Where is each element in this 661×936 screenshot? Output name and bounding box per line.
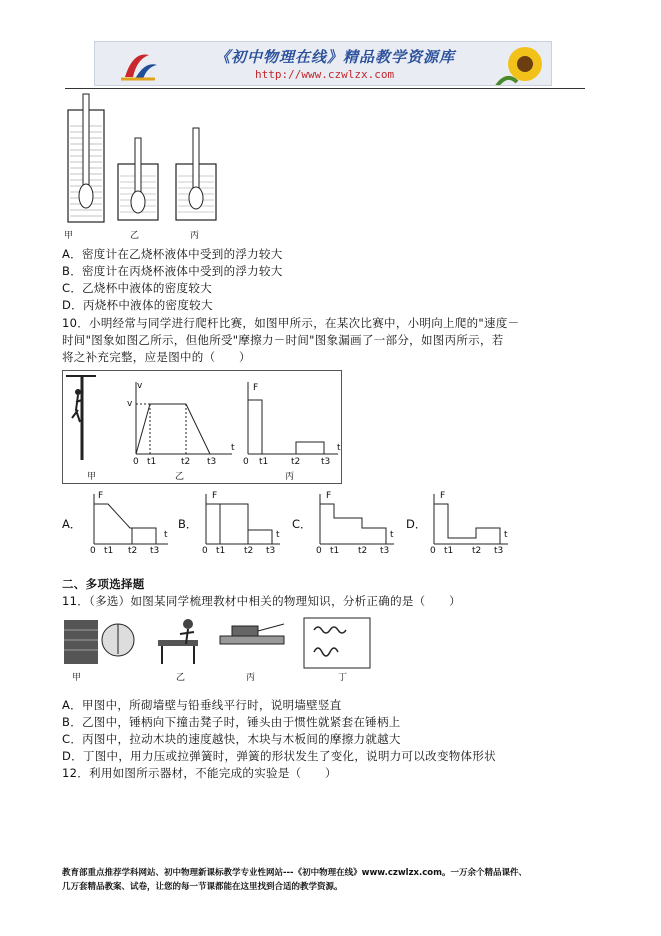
opt-d-t3: t3 [494, 546, 504, 556]
q11-fig-ding: 丁 [338, 673, 348, 683]
tick-t1-yi: t1 [147, 457, 157, 467]
opt-b-t3: t3 [266, 546, 276, 556]
q9-option-b: B．密度计在丙烧杯液体中受到的浮力较大 [62, 264, 283, 278]
opt-a-t2: t2 [128, 546, 138, 556]
banner-url[interactable]: http://www.czwlzx.com [255, 68, 395, 81]
fig-label-yi: 乙 [175, 472, 185, 482]
fig-label-jia: 甲 [87, 472, 97, 482]
q9-option-a: A．密度计在乙烧杯液体中受到的浮力较大 [62, 247, 283, 261]
opt-b-0: 0 [202, 546, 208, 556]
tick-0-yi: 0 [133, 457, 139, 467]
opt-b-t2: t2 [244, 546, 254, 556]
q11-option-b: B．乙图中，锤柄向下撞击凳子时，锤头由于惯性就紧套在锤柄上 [62, 715, 401, 729]
tick-0-bing: 0 [243, 457, 249, 467]
q11-option-a: A．甲图中，所砌墙壁与铅垂线平行时，说明墙壁竖直 [62, 698, 342, 712]
opt-c-0: 0 [316, 546, 322, 556]
opt-d-t2: t2 [472, 546, 482, 556]
q10-option-a-label[interactable]: A． [62, 517, 82, 531]
opt-c-f: F [326, 491, 332, 501]
header-banner [94, 41, 552, 86]
opt-a-f: F [98, 491, 104, 501]
opt-c-t1: t1 [330, 546, 340, 556]
tick-t2-yi: t2 [181, 457, 191, 467]
q9-option-d: D．丙烧杯中液体的密度较大 [62, 298, 213, 312]
fig-label-yi: 乙 [130, 231, 140, 241]
header-rule [65, 88, 585, 89]
opt-a-t1: t1 [104, 546, 114, 556]
figure-q9 [62, 92, 232, 240]
fig-label-bing: 丙 [190, 231, 200, 241]
section-title: 二、多项选择题 [62, 577, 145, 591]
q11-fig-jia: 甲 [72, 673, 82, 683]
fig-label-jia: 甲 [64, 231, 74, 241]
figure-q10 [62, 370, 342, 484]
footer-line1: 教育部重点推荐学科网站、初中物理新课标教学专业性网站---《初中物理在线》www.czwlzx.com。一万余个精品课件、 [62, 868, 527, 878]
q10-option-b-label[interactable]: B． [178, 517, 198, 531]
q11-stem: 11．（多选）如图某同学梳理教材中相关的物理知识，分析正确的是（ ） [62, 594, 461, 608]
opt-c-t: t [390, 530, 394, 540]
tick-t2-bing: t2 [291, 457, 301, 467]
sunflower-icon [495, 42, 552, 86]
opt-d-f: F [440, 491, 446, 501]
axis-v-label: v [137, 381, 143, 391]
opt-b-t: t [276, 530, 280, 540]
logo-icon [119, 47, 159, 83]
q11-fig-bing: 丙 [246, 673, 256, 683]
q10-stem-line1: 10．小明经常与同学进行爬杆比赛，如图甲所示，在某次比赛中，小明向上爬的"速度－ [62, 316, 520, 330]
opt-d-t: t [504, 530, 508, 540]
q10-stem-line2: 时间"图象如图乙所示，但他所受"摩擦力－时间"图象漏画了一部分，如图丙所示，若 [62, 333, 504, 347]
axis-f-label-bing: F [253, 383, 259, 393]
opt-a-t3: t3 [150, 546, 160, 556]
opt-b-f: F [212, 491, 218, 501]
opt-a-0: 0 [90, 546, 96, 556]
tick-t3-bing: t3 [321, 457, 331, 467]
opt-a-t: t [164, 530, 168, 540]
tick-t3-yi: t3 [207, 457, 217, 467]
axis-v-level-label: v [127, 399, 133, 409]
q12-stem: 12．利用如图所示器材，不能完成的实验是（ ） [62, 766, 337, 780]
opt-c-t2: t2 [358, 546, 368, 556]
q10-option-c-label[interactable]: C． [292, 517, 312, 531]
q11-fig-yi: 乙 [176, 673, 186, 683]
q11-option-d: D．丁图中，用力压或拉弹簧时，弹簧的形状发生了变化，说明力可以改变物体形状 [62, 749, 496, 763]
opt-b-t1: t1 [216, 546, 226, 556]
tick-t1-bing: t1 [259, 457, 269, 467]
opt-d-0: 0 [430, 546, 436, 556]
figure-q11 [62, 614, 372, 684]
q11-option-c: C．丙图中，拉动木块的速度越快，木块与木板间的摩擦力就越大 [62, 732, 401, 746]
opt-d-t1: t1 [444, 546, 454, 556]
footer-line2: 几万套精品教案、试卷，让您的每一节课都能在这里找到合适的教学资源。 [62, 882, 343, 892]
q10-option-d-label[interactable]: D． [406, 517, 427, 531]
opt-c-t3: t3 [380, 546, 390, 556]
fig-label-bing: 丙 [285, 472, 295, 482]
q9-option-c: C．乙烧杯中液体的密度较大 [62, 281, 212, 295]
banner-title: 《初中物理在线》精品教学资源库 [215, 48, 456, 66]
axis-t-label-bing: t [337, 443, 341, 453]
q10-stem-line3: 将之补充完整，应是图中的（ ） [62, 350, 251, 364]
axis-t-label-yi: t [231, 443, 235, 453]
